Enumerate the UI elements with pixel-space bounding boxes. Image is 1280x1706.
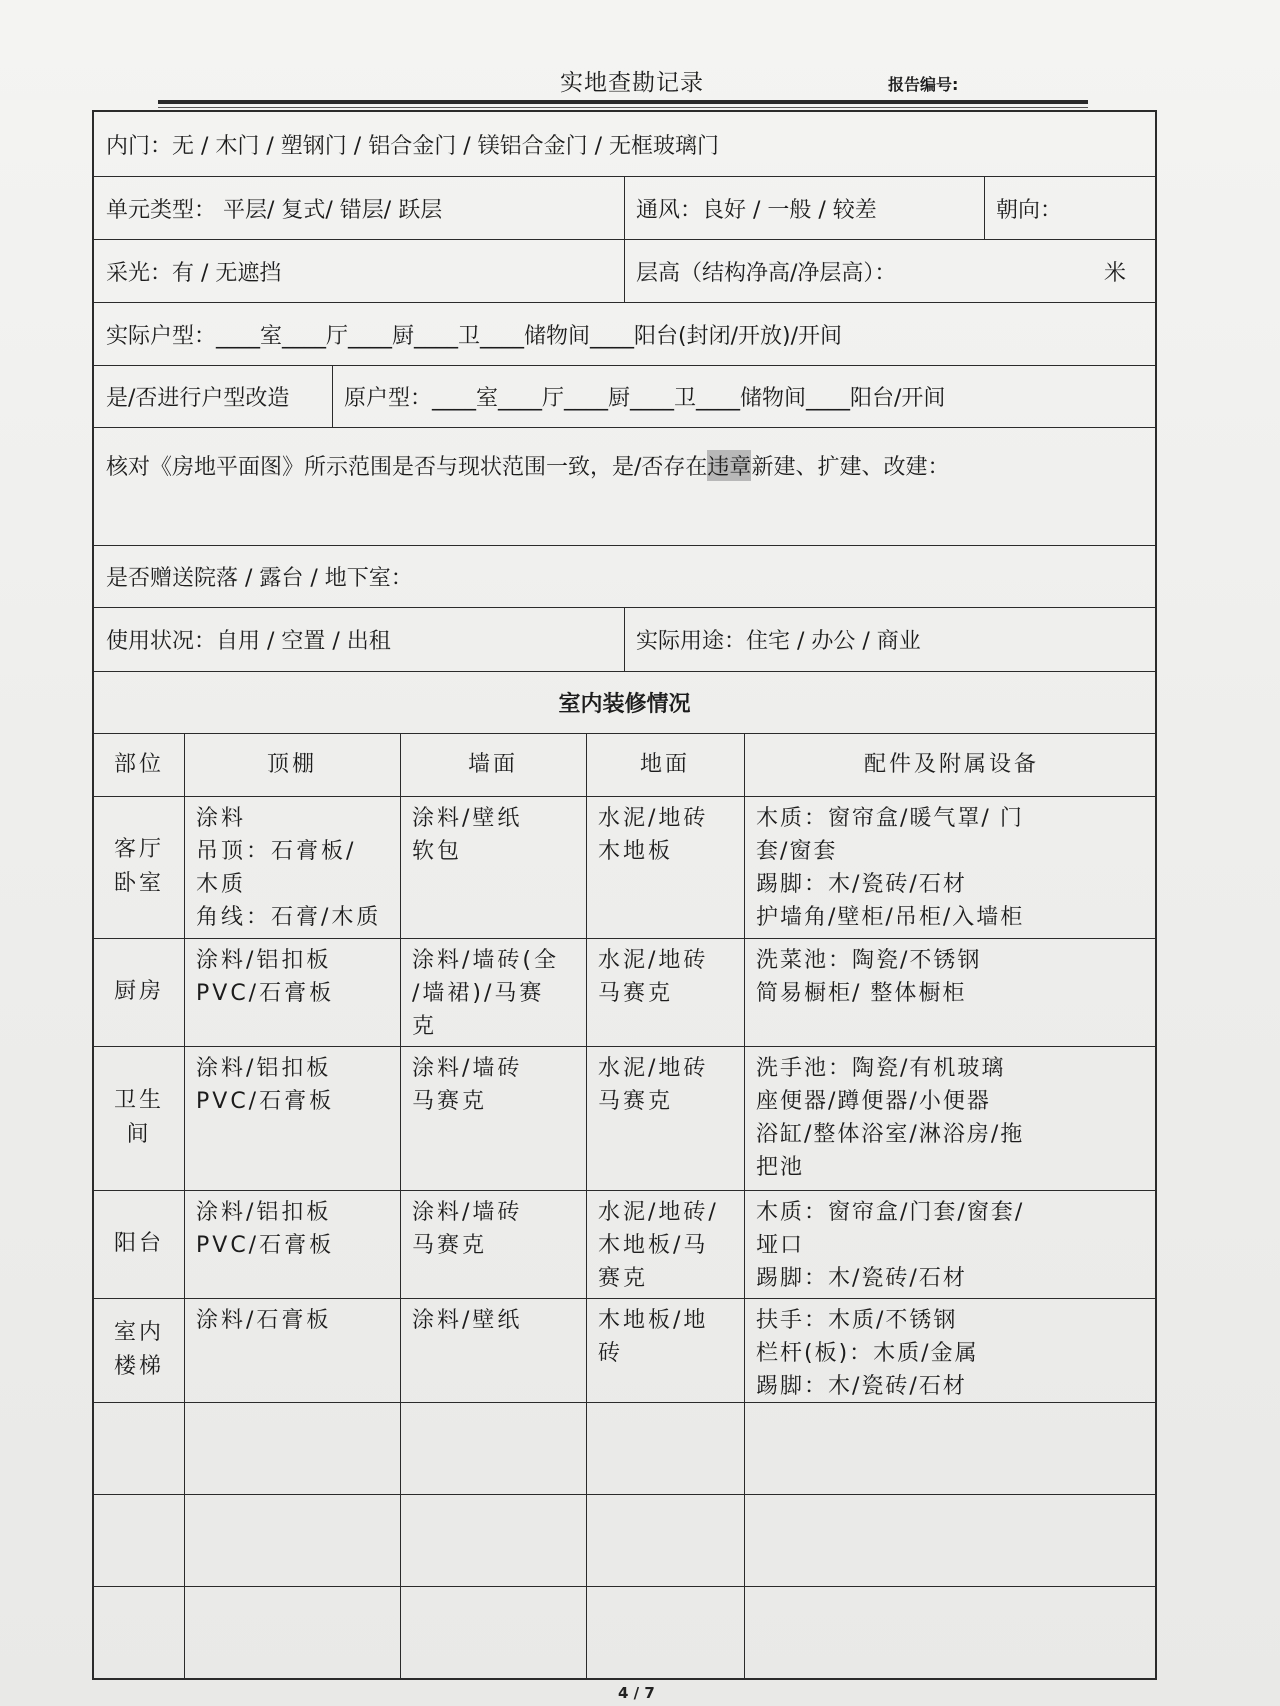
ceiling-kitchen: 涂料/铝扣板 PVC/石膏板 bbox=[196, 948, 335, 1006]
floor-bathroom: 水泥/地砖 马赛克 bbox=[598, 1056, 709, 1114]
inner-door-field: 内门：无 / 木门 / 塑钢门 / 铝合金门 / 镁铝合金门 / 无框玻璃门 bbox=[106, 133, 719, 159]
header-wall: 墙面 bbox=[467, 752, 518, 777]
ceiling-living-bedroom: 涂料 吊顶：石膏板/ 木质 角线：石膏/木质 bbox=[196, 806, 382, 930]
renovation-field: 是/否进行户型改造 bbox=[106, 386, 290, 411]
gift-field: 是否赠送院落 / 露台 / 地下室： bbox=[106, 566, 413, 591]
row-actual-layout bbox=[94, 303, 1155, 366]
fittings-bathroom: 洗手池：陶瓷/有机玻璃 座便器/蹲便器/小便器 浴缸/整体浴室/淋浴房/拖 把池 bbox=[756, 1056, 1025, 1180]
header-rule bbox=[158, 100, 1088, 104]
header-ceiling: 顶棚 bbox=[266, 752, 317, 777]
actual-use-field: 实际用途：住宅 / 办公 / 商业 bbox=[636, 629, 921, 654]
floor-stairs: 木地板/地 砖 bbox=[598, 1308, 709, 1366]
header-rule-thin bbox=[158, 107, 1088, 108]
row-decoration-title bbox=[94, 672, 1155, 734]
row-inner-door bbox=[94, 112, 1155, 177]
row-verification bbox=[94, 428, 1155, 546]
verification-field bbox=[94, 428, 1155, 545]
verification-text-suffix: 新建、扩建、改建： bbox=[751, 455, 950, 480]
wall-living-bedroom: 涂料/壁纸 软包 bbox=[412, 806, 523, 864]
location-stairs: 室内 楼梯 bbox=[113, 1320, 164, 1379]
ceiling-bathroom: 涂料/铝扣板 PVC/石膏板 bbox=[196, 1056, 335, 1114]
report-number-label: 报告编号: bbox=[888, 75, 959, 94]
location-bathroom: 卫生 间 bbox=[113, 1088, 164, 1147]
page-number: 4 / 7 bbox=[618, 1684, 655, 1702]
usage-status-field: 使用状况：自用 / 空置 / 出租 bbox=[106, 629, 391, 654]
verification-highlight: 违章 bbox=[707, 450, 751, 481]
header-fittings: 配件及附属设备 bbox=[863, 752, 1039, 777]
verification-text-prefix: 核对《房地平面图》所示范围是否与现状范围一致，是/否存在 bbox=[106, 455, 708, 480]
ventilation-field: 通风：良好 / 一般 / 较差 bbox=[636, 197, 877, 223]
location-balcony: 阳台 bbox=[113, 1231, 164, 1256]
actual-layout-field: 实际户型：____室____厅____厨____卫____储物间____阳台(封闭/开放)/开间 bbox=[106, 323, 842, 349]
decoration-table bbox=[94, 734, 1155, 1680]
row-unit-type bbox=[94, 177, 1155, 240]
fittings-living-bedroom: 木质：窗帘盒/暖气罩/ 门 套/窗套 踢脚：木/瓷砖/石材 护墙角/壁柜/吊柜/入墙柜 bbox=[756, 806, 1025, 930]
wall-balcony: 涂料/墙砖 马赛克 bbox=[412, 1200, 523, 1258]
wall-stairs: 涂料/壁纸 bbox=[412, 1308, 523, 1333]
row-gift bbox=[94, 546, 1155, 608]
ceiling-balcony: 涂料/铝扣板 PVC/石膏板 bbox=[196, 1200, 335, 1258]
ceiling-stairs: 涂料/石膏板 bbox=[196, 1308, 332, 1333]
decoration-title: 室内装修情况 bbox=[558, 692, 691, 717]
floor-height-field: 层高（结构净高/净层高）： bbox=[636, 260, 897, 286]
location-living-bedroom: 客厅 卧室 bbox=[113, 837, 164, 896]
page-title: 实地查勘记录 bbox=[560, 70, 704, 96]
row-original-layout bbox=[94, 366, 1155, 428]
survey-form bbox=[92, 110, 1157, 1680]
row-lighting bbox=[94, 240, 1155, 303]
floor-living-bedroom: 水泥/地砖 木地板 bbox=[598, 806, 709, 864]
fittings-balcony: 木质：窗帘盒/门套/窗套/ 垭口 踢脚：木/瓷砖/石材 bbox=[756, 1200, 1025, 1291]
unit-type-field: 单元类型： 平层/ 复式/ 错层/ 跃层 bbox=[106, 197, 443, 223]
floor-height-unit: 米 bbox=[1104, 260, 1127, 286]
fittings-stairs: 扶手：木质/不锈钢 栏杆(板)：木质/金属 踢脚：木/瓷砖/石材 bbox=[756, 1308, 979, 1399]
floor-balcony: 水泥/地砖/ 木地板/马 赛克 bbox=[598, 1200, 719, 1291]
fittings-kitchen: 洗菜池：陶瓷/不锈钢 简易橱柜/ 整体橱柜 bbox=[756, 948, 982, 1006]
wall-bathroom: 涂料/墙砖 马赛克 bbox=[412, 1056, 523, 1114]
header-location: 部位 bbox=[113, 752, 164, 777]
wall-kitchen: 涂料/墙砖(全 /墙裙)/马赛 克 bbox=[412, 948, 559, 1039]
lighting-field: 采光：有 / 无遮挡 bbox=[106, 260, 282, 286]
location-kitchen: 厨房 bbox=[113, 979, 164, 1004]
floor-kitchen: 水泥/地砖 马赛克 bbox=[598, 948, 709, 1006]
original-layout-field: 原户型：____室____厅____厨____卫____储物间____阳台/开间 bbox=[344, 386, 946, 411]
orientation-field: 朝向： bbox=[996, 197, 1063, 223]
header-floor: 地面 bbox=[639, 752, 690, 777]
row-usage bbox=[94, 608, 1155, 672]
